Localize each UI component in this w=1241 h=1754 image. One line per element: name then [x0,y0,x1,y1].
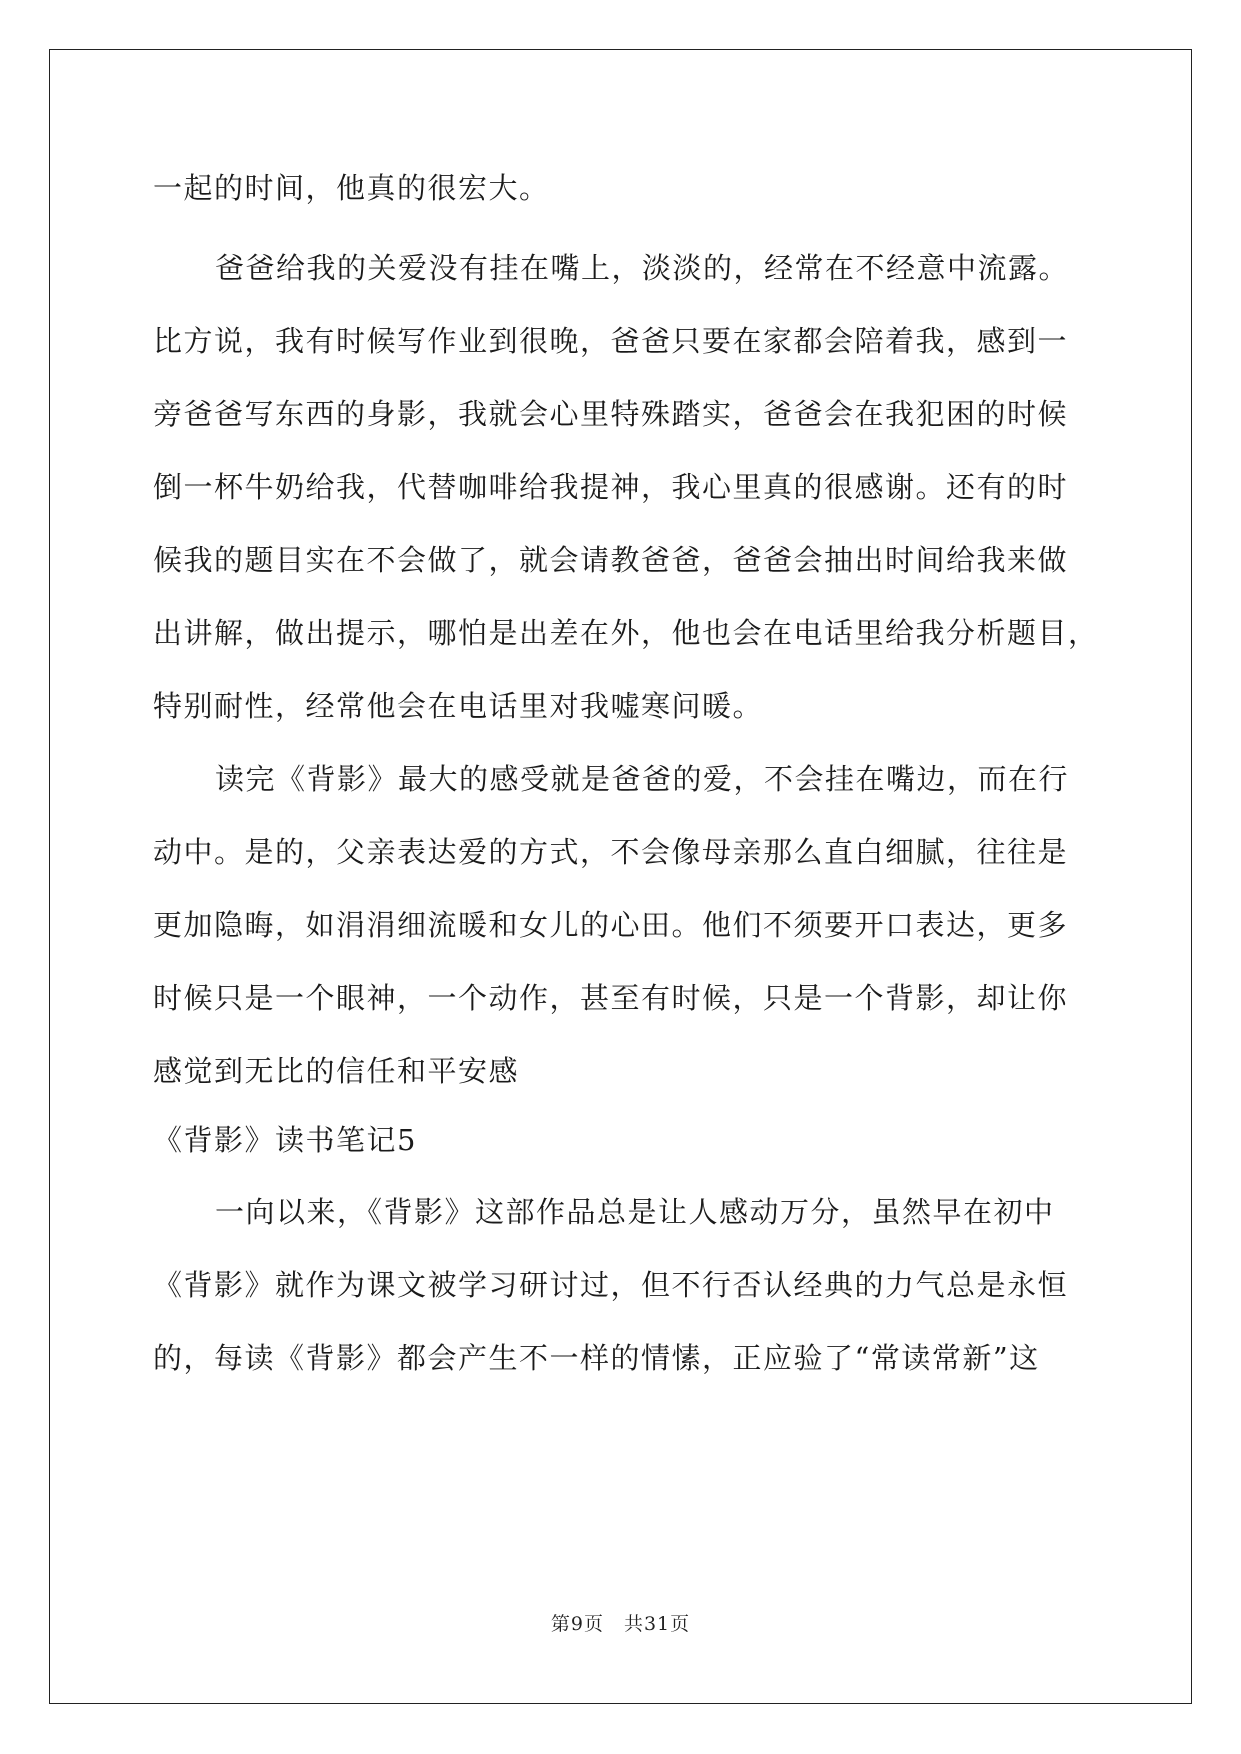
paragraph-start-line: 爸爸给我的关爱没有挂在嘴上，淡淡的，经常在不经意中流露。 [215,251,1070,285]
text-line-8: 特别耐性，经常他会在电话里对我嘘寒问暖。 [153,689,764,723]
paragraph-start-line: 一向以来，《背影》这部作品总是让人感动万分，虽然早在初中 [215,1195,1055,1229]
text-line-16: 《背影》就作为课文被学习研讨过，但不行否认经典的力气总是永恒 [153,1268,1069,1302]
text-line-13: 感觉到无比的信任和平安感 [153,1054,520,1088]
section-heading: 《背影》读书笔记5 [153,1123,417,1157]
text-line-6: 候我的题目实在不会做了，就会请教爸爸，爸爸会抽出时间给我来做 [153,543,1069,577]
text-line-10: 动中。是的，父亲表达爱的方式，不会像母亲那么直白细腻，往往是 [153,835,1069,869]
paragraph-start-line: 读完《背影》最大的感受就是爸爸的爱，不会挂在嘴边，而在行 [215,762,1070,796]
text-line-11: 更加隐晦，如涓涓细流暖和女儿的心田。他们不须要开口表达，更多 [153,908,1069,942]
text-line-1: 一起的时间，他真的很宏大。 [153,171,550,205]
text-line-4: 旁爸爸写东西的身影，我就会心里特殊踏实，爸爸会在我犯困的时候 [153,397,1069,431]
text-line-3: 比方说，我有时候写作业到很晚，爸爸只要在家都会陪着我，感到一 [153,324,1069,358]
text-line-5: 倒一杯牛奶给我，代替咖啡给我提神，我心里真的很感谢。还有的时 [153,470,1069,504]
text-line-12: 时候只是一个眼神，一个动作，甚至有时候，只是一个背影，却让你 [153,981,1069,1015]
page-border [49,49,1192,1704]
text-line-17: 的，每读《背影》都会产生不一样的情愫，正应验了“常读常新”这 [153,1341,1040,1375]
text-line-7: 出讲解，做出提示，哪怕是出差在外，他也会在电话里给我分析题目， [153,616,1099,650]
page-number-footer: 第9页 共31页 [550,1613,691,1635]
